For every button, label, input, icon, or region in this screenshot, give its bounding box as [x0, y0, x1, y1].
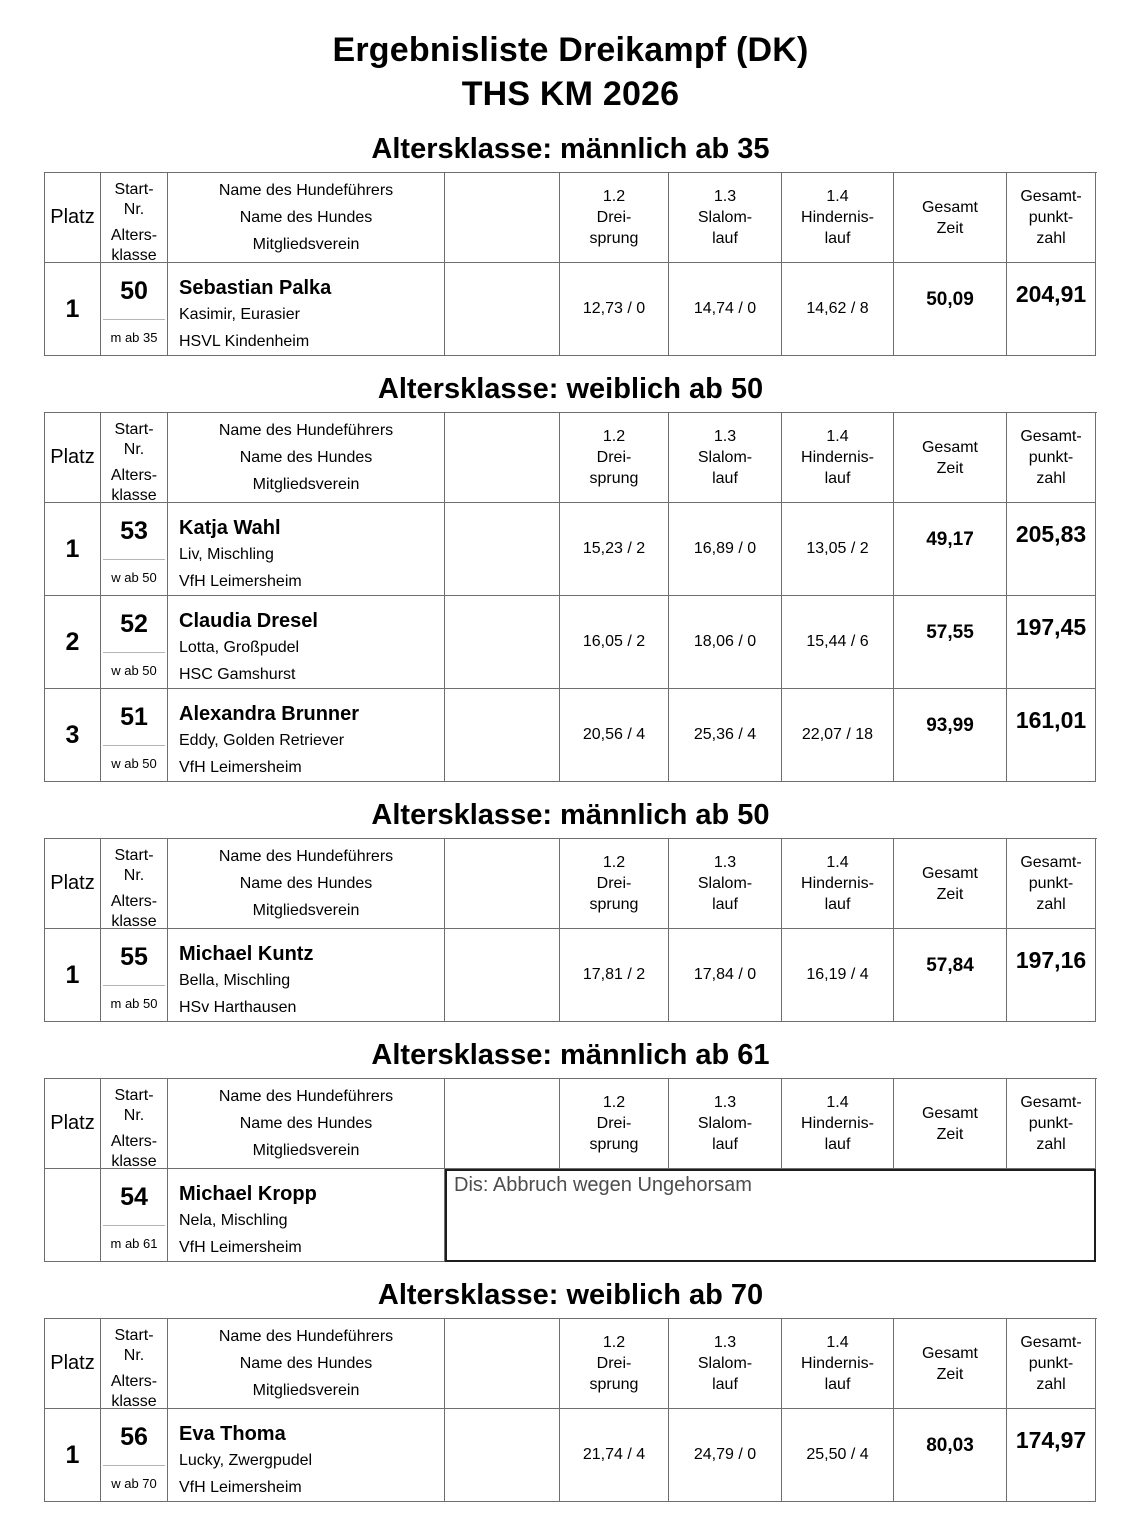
header-startnr-altersklasse	[101, 413, 168, 503]
empty-cell	[445, 689, 560, 782]
header-platz: Platz	[45, 173, 101, 263]
header-startnr	[101, 846, 167, 886]
header-startnr	[101, 420, 167, 460]
header-slalomlauf	[669, 1079, 782, 1169]
table-row	[45, 596, 1097, 689]
header-hindernislauf-line2: Hindernis-	[801, 1355, 874, 1372]
dreisprung-value: 15,23 / 2	[560, 503, 669, 596]
header-startnr-line1: Start-	[114, 1087, 154, 1104]
header-hindernislauf-line3: lauf	[824, 1376, 851, 1393]
header-slalomlauf-line1: 1.3	[713, 428, 737, 445]
dog-name: Kasimir, Eurasier	[179, 306, 300, 323]
document-title-line1: Ergebnisliste Dreikampf (DK)	[332, 31, 809, 69]
header-slalomlauf-line1: 1.3	[713, 854, 737, 871]
header-dreisprung-line3: sprung	[589, 1376, 639, 1393]
section-maennlich-ab-61	[0, 1038, 1141, 1262]
competitor-cell	[168, 689, 445, 782]
dog-name: Lucky, Zwergpudel	[179, 1452, 313, 1469]
header-name-line1: Name des Hundeführers	[218, 1328, 394, 1345]
dog-name: Eddy, Golden Retriever	[179, 732, 345, 749]
gesamtzeit-value: 80,03	[894, 1409, 1007, 1502]
header-gesamtpunktzahl-line3: zahl	[1036, 1136, 1066, 1153]
competitor-cell	[168, 503, 445, 596]
header-name-line1: Name des Hundeführers	[218, 182, 394, 199]
header-gesamt-zeit	[894, 173, 1007, 263]
header-empty-column	[445, 413, 560, 503]
header-slalomlauf-line2: Slalom-	[697, 449, 753, 466]
header-gesamt-zeit-line2: Zeit	[936, 219, 964, 237]
slalomlauf-value: 14,74 / 0	[669, 263, 782, 356]
header-name-line1: Name des Hundeführers	[218, 848, 394, 865]
empty-cell	[445, 929, 560, 1022]
hindernislauf-value: 13,05 / 2	[782, 503, 894, 596]
header-gesamt-zeit	[894, 839, 1007, 929]
table-row	[45, 689, 1097, 782]
dreisprung-value: 17,81 / 2	[560, 929, 669, 1022]
header-name-line2: Name des Hundes	[239, 209, 373, 226]
header-slalomlauf-line3: lauf	[712, 1136, 738, 1153]
header-altersklasse-line2: klasse	[111, 487, 157, 503]
header-slalomlauf-line2: Slalom-	[697, 1115, 753, 1132]
header-name-line2: Name des Hundes	[239, 449, 373, 466]
header-dreisprung-line3: sprung	[589, 470, 639, 487]
header-slalomlauf	[669, 1319, 782, 1409]
header-dreisprung-line2: Drei-	[596, 1355, 632, 1372]
header-startnr-line2: Nr.	[123, 1107, 145, 1124]
header-dreisprung-line2: Drei-	[596, 209, 632, 226]
header-name-line2: Name des Hundes	[239, 875, 373, 892]
table-row	[45, 1169, 1097, 1262]
header-hindernislauf-line2: Hindernis-	[801, 449, 874, 466]
slalomlauf-value: 17,84 / 0	[669, 929, 782, 1022]
header-startnr-altersklasse	[101, 1079, 168, 1169]
table-header-row	[45, 173, 1097, 263]
header-hindernislauf	[782, 1079, 894, 1169]
header-dreisprung-line3: sprung	[589, 1136, 639, 1153]
header-slalomlauf-line2: Slalom-	[697, 1355, 753, 1372]
dreisprung-value: 16,05 / 2	[560, 596, 669, 689]
header-hindernislauf	[782, 839, 894, 929]
gesamtpunktzahl-value: 174,97	[1007, 1409, 1096, 1502]
section-heading: Altersklasse: männlich ab 35	[371, 133, 770, 165]
header-startnr	[101, 180, 167, 220]
header-name	[168, 173, 445, 263]
table-row	[45, 929, 1097, 1022]
startnr-cell	[101, 263, 168, 356]
hindernislauf-value: 25,50 / 4	[782, 1409, 894, 1502]
platz-value: 1	[45, 1409, 101, 1502]
header-name-line3: Mitgliedsverein	[252, 236, 360, 253]
header-name-line3: Mitgliedsverein	[252, 1382, 360, 1399]
header-altersklasse-line1: Alters-	[110, 1133, 158, 1150]
header-empty-column	[445, 1319, 560, 1409]
competitor-cell	[168, 929, 445, 1022]
header-dreisprung-line2: Drei-	[596, 449, 632, 466]
header-hindernislauf-line2: Hindernis-	[801, 209, 874, 226]
gesamtzeit-value: 49,17	[894, 503, 1007, 596]
dog-name: Lotta, Großpudel	[179, 639, 300, 656]
club-name: VfH Leimersheim	[179, 759, 302, 776]
competitor-cell	[168, 263, 445, 356]
header-slalomlauf-line1: 1.3	[713, 1094, 737, 1111]
header-slalomlauf-line3: lauf	[712, 1376, 738, 1393]
hindernislauf-value: 15,44 / 6	[782, 596, 894, 689]
altersklasse-value: m ab 35	[110, 330, 158, 346]
header-platz: Platz	[45, 1319, 101, 1409]
startnr-value: 53	[120, 516, 148, 545]
gesamtpunktzahl-value: 205,83	[1007, 503, 1096, 596]
slalomlauf-value: 16,89 / 0	[669, 503, 782, 596]
startnr-cell	[101, 929, 168, 1022]
startnr-cell	[101, 689, 168, 782]
table-header-row	[45, 1079, 1097, 1169]
section-maennlich-ab-35	[0, 132, 1141, 356]
header-slalomlauf	[669, 413, 782, 503]
header-dreisprung-line1: 1.2	[602, 1334, 626, 1351]
header-hindernislauf	[782, 173, 894, 263]
header-gesamtpunktzahl-line1: Gesamt-	[1020, 854, 1082, 871]
header-dreisprung-line1: 1.2	[602, 854, 626, 871]
header-altersklasse-line1: Alters-	[110, 467, 158, 484]
header-slalomlauf-line3: lauf	[712, 470, 738, 487]
header-gesamtpunktzahl-line2: punkt-	[1028, 875, 1074, 892]
header-name-line2: Name des Hundes	[239, 1355, 373, 1372]
header-dreisprung-line1: 1.2	[602, 428, 626, 445]
gesamtpunktzahl-value: 161,01	[1007, 689, 1096, 782]
altersklasse-value: w ab 50	[111, 756, 157, 772]
header-altersklasse	[101, 892, 167, 929]
club-name: VfH Leimersheim	[179, 1239, 302, 1256]
startnr-value: 55	[120, 942, 148, 971]
table-row	[45, 263, 1097, 356]
startnr-value: 51	[120, 702, 148, 731]
header-hindernislauf-line3: lauf	[824, 1136, 851, 1153]
header-hindernislauf-line1: 1.4	[826, 854, 849, 871]
handler-name: Alexandra Brunner	[179, 703, 360, 725]
header-gesamt-zeit-line2: Zeit	[936, 885, 964, 903]
header-gesamt-zeit-line1: Gesamt	[921, 1104, 978, 1122]
club-name: HSC Gamshurst	[179, 666, 296, 683]
header-dreisprung	[560, 173, 669, 263]
header-name	[168, 1319, 445, 1409]
header-slalomlauf-line3: lauf	[712, 896, 738, 913]
header-gesamt-zeit-line1: Gesamt	[921, 864, 978, 882]
hindernislauf-value: 22,07 / 18	[782, 689, 894, 782]
header-gesamtpunktzahl-line3: zahl	[1036, 1376, 1066, 1393]
altersklasse-value: m ab 50	[110, 996, 158, 1012]
hindernislauf-value: 16,19 / 4	[782, 929, 894, 1022]
header-slalomlauf-line3: lauf	[712, 230, 738, 247]
header-altersklasse	[101, 1372, 167, 1409]
startnr-value: 54	[120, 1182, 148, 1211]
competitor-cell	[168, 596, 445, 689]
table-header-row	[45, 1319, 1097, 1409]
platz-value: 1	[45, 503, 101, 596]
header-platz: Platz	[45, 413, 101, 503]
gesamtpunktzahl-value: 197,45	[1007, 596, 1096, 689]
table-header-row	[45, 839, 1097, 929]
header-gesamtpunktzahl	[1007, 173, 1096, 263]
header-gesamt-zeit-line2: Zeit	[936, 1365, 964, 1383]
platz-value: 3	[45, 689, 101, 782]
startnr-cell	[101, 503, 168, 596]
results-table	[44, 1078, 1097, 1262]
platz-value	[45, 1169, 101, 1262]
header-dreisprung	[560, 1319, 669, 1409]
header-name-line3: Mitgliedsverein	[252, 1142, 360, 1159]
header-gesamtpunktzahl-line2: punkt-	[1028, 209, 1074, 226]
header-startnr-line1: Start-	[114, 1327, 154, 1344]
results-table	[44, 838, 1097, 1022]
disqualification-cell	[445, 1169, 1096, 1262]
table-row	[45, 1409, 1097, 1502]
platz-value: 2	[45, 596, 101, 689]
header-hindernislauf-line2: Hindernis-	[801, 875, 874, 892]
empty-cell	[445, 503, 560, 596]
header-hindernislauf-line2: Hindernis-	[801, 1115, 874, 1132]
header-hindernislauf	[782, 413, 894, 503]
header-gesamtpunktzahl	[1007, 1079, 1096, 1169]
header-name	[168, 1079, 445, 1169]
gesamtpunktzahl-value: 204,91	[1007, 263, 1096, 356]
header-slalomlauf	[669, 173, 782, 263]
header-empty-column	[445, 839, 560, 929]
header-gesamtpunktzahl-line1: Gesamt-	[1020, 1094, 1082, 1111]
header-startnr-line1: Start-	[114, 421, 154, 438]
header-altersklasse-line1: Alters-	[110, 1373, 158, 1390]
platz-value: 1	[45, 263, 101, 356]
header-hindernislauf-line1: 1.4	[826, 188, 849, 205]
header-startnr-altersklasse	[101, 839, 168, 929]
header-startnr-altersklasse	[101, 1319, 168, 1409]
competitor-cell	[168, 1409, 445, 1502]
table-row	[45, 503, 1097, 596]
startnr-value: 50	[120, 276, 148, 305]
header-altersklasse-line1: Alters-	[110, 893, 158, 910]
header-slalomlauf-line1: 1.3	[713, 1334, 737, 1351]
altersklasse-value: w ab 50	[111, 570, 157, 586]
startnr-cell	[101, 1169, 168, 1262]
empty-cell	[445, 1409, 560, 1502]
section-weiblich-ab-50	[0, 372, 1141, 782]
header-hindernislauf-line1: 1.4	[826, 1334, 849, 1351]
header-slalomlauf	[669, 839, 782, 929]
header-gesamtpunktzahl	[1007, 1319, 1096, 1409]
header-gesamtpunktzahl-line1: Gesamt-	[1020, 1334, 1082, 1351]
startnr-value: 52	[120, 609, 148, 638]
platz-value: 1	[45, 929, 101, 1022]
header-dreisprung	[560, 839, 669, 929]
header-gesamt-zeit-line1: Gesamt	[921, 1344, 978, 1362]
header-slalomlauf-line1: 1.3	[713, 188, 737, 205]
header-gesamtpunktzahl	[1007, 413, 1096, 503]
header-empty-column	[445, 1079, 560, 1169]
section-heading: Altersklasse: weiblich ab 70	[377, 1279, 764, 1311]
header-gesamt-zeit	[894, 413, 1007, 503]
header-platz: Platz	[45, 1079, 101, 1169]
header-hindernislauf-line3: lauf	[824, 896, 851, 913]
handler-name: Michael Kuntz	[179, 943, 314, 965]
header-gesamt-zeit	[894, 1319, 1007, 1409]
header-startnr-altersklasse	[101, 173, 168, 263]
header-startnr-line1: Start-	[114, 181, 154, 198]
startnr-cell	[101, 1409, 168, 1502]
dreisprung-value: 20,56 / 4	[560, 689, 669, 782]
club-name: HSv Harthausen	[179, 999, 297, 1016]
handler-name: Claudia Dresel	[179, 610, 318, 632]
section-heading: Altersklasse: männlich ab 61	[371, 1039, 770, 1071]
startnr-cell	[101, 596, 168, 689]
slalomlauf-value: 18,06 / 0	[669, 596, 782, 689]
header-gesamtpunktzahl-line3: zahl	[1036, 896, 1066, 913]
section-weiblich-ab-70	[0, 1278, 1141, 1502]
header-altersklasse-line2: klasse	[111, 1153, 157, 1169]
document-title-line2: THS KM 2026	[461, 75, 680, 113]
header-startnr	[101, 1086, 167, 1126]
slalomlauf-value: 25,36 / 4	[669, 689, 782, 782]
gesamtzeit-value: 93,99	[894, 689, 1007, 782]
empty-cell	[445, 263, 560, 356]
club-name: VfH Leimersheim	[179, 573, 302, 590]
header-hindernislauf-line3: lauf	[824, 470, 851, 487]
results-table	[44, 1318, 1097, 1502]
header-gesamtpunktzahl	[1007, 839, 1096, 929]
empty-cell	[445, 596, 560, 689]
header-name	[168, 413, 445, 503]
header-empty-column	[445, 173, 560, 263]
header-gesamtpunktzahl-line2: punkt-	[1028, 1355, 1074, 1372]
header-gesamtpunktzahl-line3: zahl	[1036, 230, 1066, 247]
header-gesamt-zeit	[894, 1079, 1007, 1169]
header-name-line1: Name des Hundeführers	[218, 422, 394, 439]
handler-name: Michael Kropp	[179, 1183, 317, 1205]
altersklasse-value: w ab 70	[111, 1476, 157, 1492]
section-heading: Altersklasse: männlich ab 50	[371, 799, 770, 831]
hindernislauf-value: 14,62 / 8	[782, 263, 894, 356]
header-altersklasse	[101, 466, 167, 503]
handler-name: Sebastian Palka	[179, 277, 332, 299]
competitor-cell	[168, 1169, 445, 1262]
header-gesamtpunktzahl-line3: zahl	[1036, 470, 1066, 487]
header-gesamt-zeit-line1: Gesamt	[921, 438, 978, 456]
header-gesamtpunktzahl-line2: punkt-	[1028, 1115, 1074, 1132]
gesamtzeit-value: 57,84	[894, 929, 1007, 1022]
header-startnr-line2: Nr.	[123, 1347, 145, 1364]
altersklasse-value: m ab 61	[110, 1236, 158, 1252]
club-name: VfH Leimersheim	[179, 1479, 302, 1496]
section-heading: Altersklasse: weiblich ab 50	[377, 373, 764, 405]
altersklasse-value: w ab 50	[111, 663, 157, 679]
handler-name: Katja Wahl	[179, 517, 281, 539]
header-startnr-line1: Start-	[114, 847, 154, 864]
slalomlauf-value: 24,79 / 0	[669, 1409, 782, 1502]
header-altersklasse	[101, 226, 167, 263]
header-startnr	[101, 1326, 167, 1366]
header-hindernislauf	[782, 1319, 894, 1409]
header-dreisprung-line1: 1.2	[602, 188, 626, 205]
header-startnr-line2: Nr.	[123, 441, 145, 458]
dreisprung-value: 12,73 / 0	[560, 263, 669, 356]
header-gesamtpunktzahl-line2: punkt-	[1028, 449, 1074, 466]
header-startnr-line2: Nr.	[123, 867, 145, 884]
header-name-line1: Name des Hundeführers	[218, 1088, 394, 1105]
header-hindernislauf-line1: 1.4	[826, 1094, 849, 1111]
gesamtzeit-value: 57,55	[894, 596, 1007, 689]
club-name: HSVL Kindenheim	[179, 333, 310, 350]
header-dreisprung	[560, 413, 669, 503]
gesamtpunktzahl-value: 197,16	[1007, 929, 1096, 1022]
header-altersklasse-line2: klasse	[111, 247, 157, 263]
header-gesamt-zeit-line2: Zeit	[936, 459, 964, 477]
header-name-line2: Name des Hundes	[239, 1115, 373, 1132]
header-slalomlauf-line2: Slalom-	[697, 209, 753, 226]
header-hindernislauf-line3: lauf	[824, 230, 851, 247]
header-dreisprung-line2: Drei-	[596, 1115, 632, 1132]
header-name-line3: Mitgliedsverein	[252, 476, 360, 493]
header-altersklasse-line1: Alters-	[110, 227, 158, 244]
header-dreisprung-line3: sprung	[589, 896, 639, 913]
dreisprung-value: 21,74 / 4	[560, 1409, 669, 1502]
header-gesamt-zeit-line1: Gesamt	[921, 198, 978, 216]
header-gesamt-zeit-line2: Zeit	[936, 1125, 964, 1143]
header-dreisprung-line2: Drei-	[596, 875, 632, 892]
startnr-value: 56	[120, 1422, 148, 1451]
results-table	[44, 412, 1097, 782]
disqualification-note: Dis: Abbruch wegen Ungehorsam	[454, 1174, 752, 1196]
header-name	[168, 839, 445, 929]
header-name-line3: Mitgliedsverein	[252, 902, 360, 919]
header-altersklasse	[101, 1132, 167, 1169]
header-slalomlauf-line2: Slalom-	[697, 875, 753, 892]
header-platz: Platz	[45, 839, 101, 929]
table-header-row	[45, 413, 1097, 503]
dog-name: Nela, Mischling	[179, 1212, 288, 1229]
header-hindernislauf-line1: 1.4	[826, 428, 849, 445]
header-dreisprung-line3: sprung	[589, 230, 639, 247]
dog-name: Bella, Mischling	[179, 972, 291, 989]
header-dreisprung	[560, 1079, 669, 1169]
header-gesamtpunktzahl-line1: Gesamt-	[1020, 428, 1082, 445]
header-startnr-line2: Nr.	[123, 201, 145, 218]
results-table	[44, 172, 1097, 356]
handler-name: Eva Thoma	[179, 1423, 286, 1445]
header-altersklasse-line2: klasse	[111, 1393, 157, 1409]
header-dreisprung-line1: 1.2	[602, 1094, 626, 1111]
header-altersklasse-line2: klasse	[111, 913, 157, 929]
dog-name: Liv, Mischling	[179, 546, 274, 563]
gesamtzeit-value: 50,09	[894, 263, 1007, 356]
section-maennlich-ab-50	[0, 798, 1141, 1022]
header-gesamtpunktzahl-line1: Gesamt-	[1020, 188, 1082, 205]
